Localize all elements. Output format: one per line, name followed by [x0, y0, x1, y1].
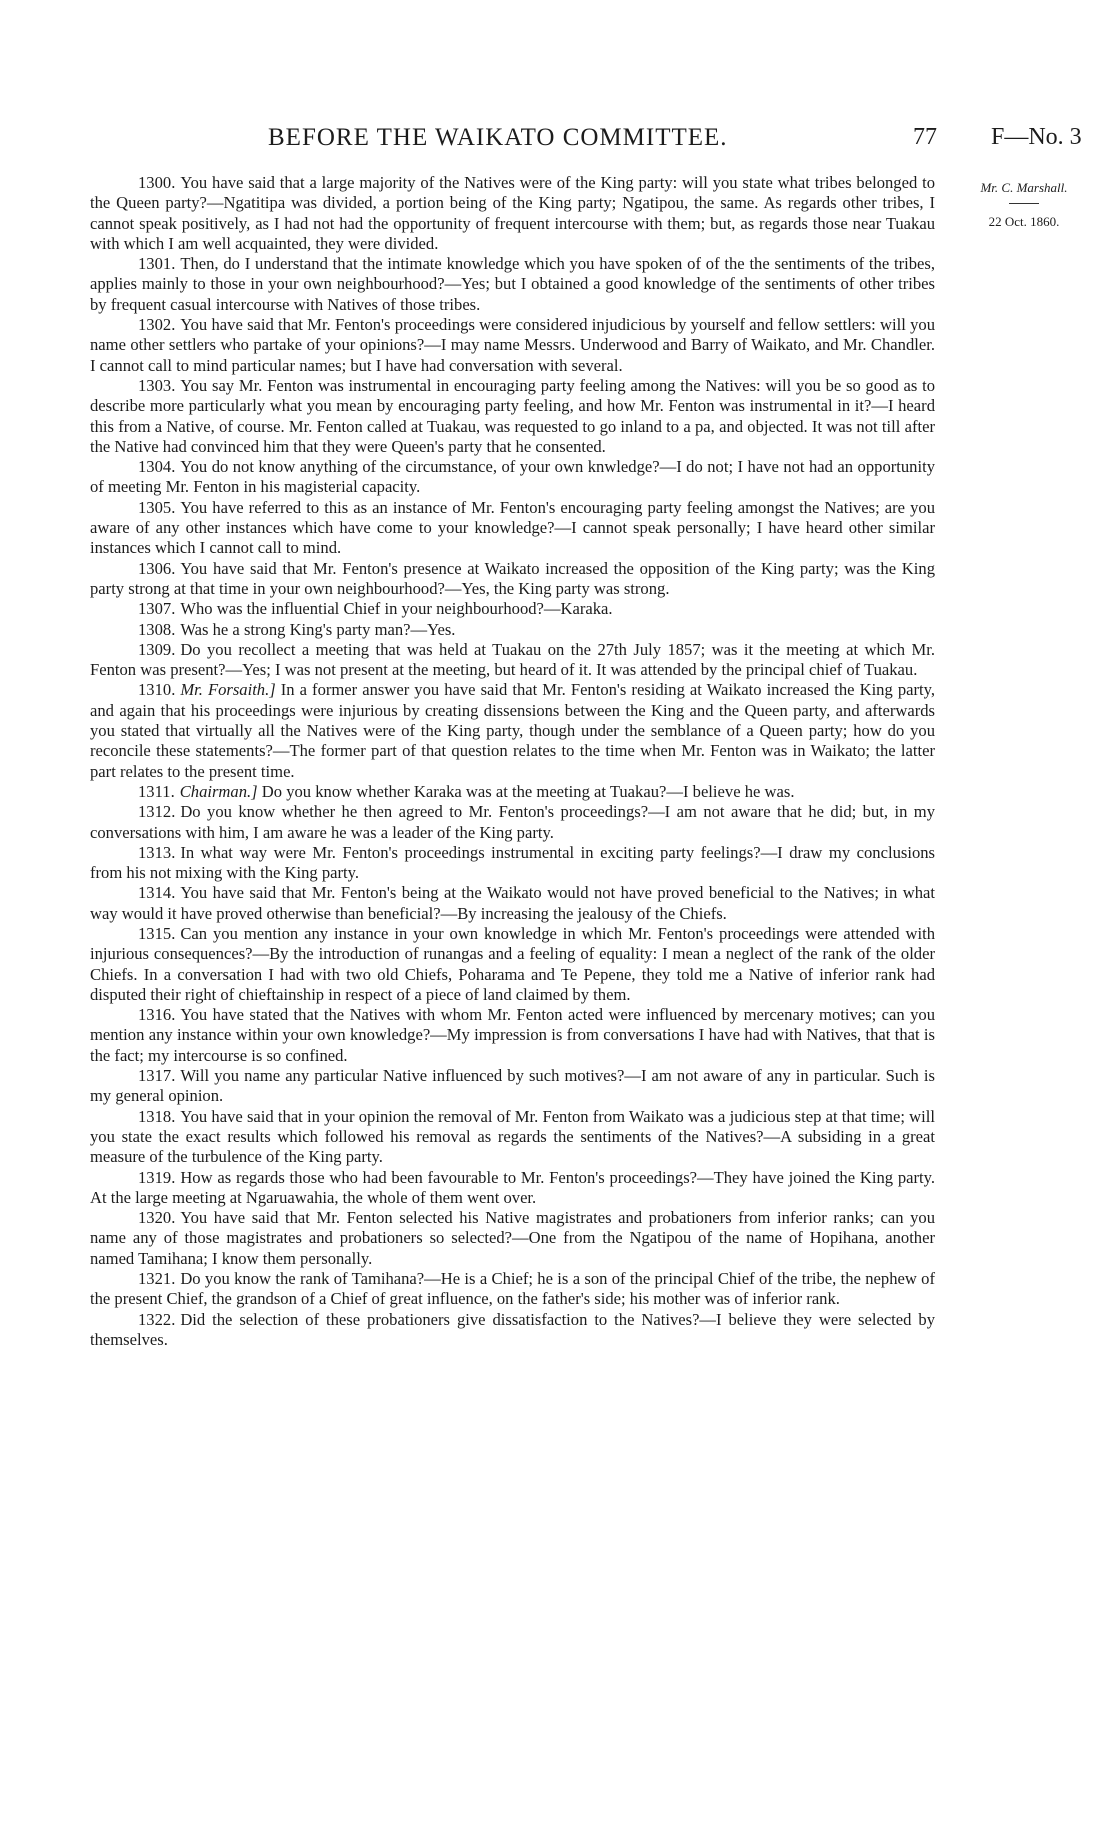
question-number: 1300. [138, 173, 176, 192]
testimony-paragraph [90, 498, 935, 559]
testimony-paragraph [90, 315, 935, 376]
testimony-text: Will you name any particular Native influenced by such motives?—I am not aware of any in particular. Such is my general opinion. [90, 1066, 935, 1106]
question-number: 1303. [138, 375, 176, 395]
margin-divider [1009, 203, 1039, 204]
testimony-paragraph [90, 802, 935, 843]
question-number: 1316. [138, 1005, 176, 1025]
question-number: 1318. [138, 1106, 176, 1126]
testimony-text: Was he a strong King's party man?—Yes. [180, 619, 456, 639]
testimony-paragraph [90, 843, 935, 884]
testimony-text: Do you recollect a meeting that was held at Tuakau on the 27th July 1857; was it the meeting at which Mr. Fenton was present?—Yes; I was not present at the meeting, but heard of it. It was attended by the principal chief of Tuakau. [90, 639, 935, 680]
testimony-paragraph [90, 883, 935, 924]
page-header [0, 124, 1114, 160]
testimony-paragraph [90, 1168, 935, 1209]
testimony-paragraph [90, 680, 935, 781]
testimony-paragraph [90, 924, 935, 1005]
testimony-text: You have said that Mr. Fenton's presence at Waikato increased the opposition of the King party; was the King party strong at that time in your own neighbourhood?—Yes, the King party was strong. [90, 558, 935, 598]
question-number: 1320. [138, 1208, 176, 1228]
question-number: 1317. [138, 1066, 176, 1086]
question-number: 1319. [138, 1167, 176, 1187]
testimony-text: You have said that a large majority of the Natives were of the King party: will you state what tribes belonged to the Queen party?—Ngatitipa was divided, a portion being of the King party; Ngatipou, the same. As regards other tribes, I cannot speak positively, as I had not had the opportunity of frequent intercourse with them; but, as regards those near Tuakau with which I am well acquainted, they were divided. [90, 173, 935, 253]
testimony-date: 22 Oct. 1860. [988, 214, 1060, 229]
question-number: 1312. [138, 802, 176, 822]
testimony-text: You say Mr. Fenton was instrumental in encouraging party feeling among the Natives: will you be so good as to describe more particularly what you mean by encouraging party feeling, and how Mr. Fenton was instrumental in it?—I heard this from a Native, of course. Mr. Fenton called at Tuakau, was requested to go inland to a pa, and objected. It was not till after the Native had convinced him that they were Queen's party that he consented. [90, 375, 935, 456]
testimony-body [90, 173, 935, 1350]
question-number: 1311. [138, 781, 175, 801]
testimony-paragraph [90, 457, 935, 498]
witness-name: Mr. C. Marshall. [980, 180, 1068, 195]
testimony-text: You have stated that the Natives with whom Mr. Fenton acted were influenced by mercenary motives; can you mention any instance within your own knowledge?—My impression is from conversations I have had with Natives, that that is the fact; my intercourse is so confined. [90, 1005, 935, 1065]
question-number: 1322. [138, 1309, 176, 1329]
page-title: BEFORE THE WAIKATO COMMITTEE. [268, 124, 728, 151]
testimony-paragraph [90, 1107, 935, 1168]
testimony-paragraph [90, 1310, 935, 1351]
testimony-text: You have said that in your opinion the removal of Mr. Fenton from Waikato was a judicious step at that time; will you state the exact results which followed his removal as regards the sentiments of the Natives?—A subsiding in a great measure of the turbulence of the King party. [90, 1106, 935, 1167]
document-reference: F—No. 3 [991, 124, 1082, 150]
testimony-text: Do you know whether Karaka was at the meeting at Tuakau?—I believe he was. [261, 781, 795, 801]
margin-note [958, 178, 1090, 231]
testimony-text: You have said that Mr. Fenton selected his Native magistrates and probationers from inferior ranks; can you name any of those magistrates and probationers so selected?—One from the Ngatipou of the name of Hopihana, another named Tamihana; I know them personally. [90, 1208, 935, 1268]
testimony-text: How as regards those who had been favourable to Mr. Fenton's proceedings?—They have joined the King party. At the large meeting at Ngaruawahia, the whole of them went over. [90, 1167, 935, 1207]
testimony-paragraph [90, 1066, 935, 1107]
testimony-text: Do you know whether he then agreed to Mr. Fenton's proceedings?—I am not aware that he did; but, in my conversations with him, I am aware he was a leader of the King party. [90, 802, 935, 842]
testimony-paragraph [90, 173, 935, 254]
testimony-paragraph [90, 620, 935, 640]
testimony-text: You do not know anything of the circumstance, of your own knwledge?—I do not; I have not had an opportunity of meeting Mr. Fenton in his magisterial capacity. [90, 457, 935, 497]
testimony-text: You have referred to this as an instance of Mr. Fenton's encouraging party feeling amongst the Natives; are you aware of any other instances which have come to your knowledge?—I cannot speak personally; I have heard other similar instances which I cannot call to mind. [90, 497, 935, 558]
question-number: 1308. [138, 619, 176, 639]
testimony-paragraph [90, 1208, 935, 1269]
testimony-text: In what way were Mr. Fenton's proceedings instrumental in exciting party feelings?—I draw my conclusions from his not mixing with the King party. [90, 842, 935, 883]
testimony-text: You have said that Mr. Fenton's proceedings were considered injudicious by yourself and fellow settlers: will you name other settlers who partake of your opinions?—I may name Messrs. Underwood and Barry of Waikato, and Mr. Chandler. I cannot call to mind particular names; but I have had conversation with several. [90, 315, 935, 375]
testimony-paragraph [90, 254, 935, 315]
testimony-text: Can you mention any instance in your own knowledge in which Mr. Fenton's proceedings were attended with injurious consequences?—By the introduction of runangas and a feeling of equality: I mean a neglect of the rank of the older Chiefs. In a conversation I had with two old Chiefs, Poharama and Te Pepene, they told me a Native of inferior rank had disputed their right of chieftainship in respect of a piece of land claimed by them. [90, 923, 935, 1004]
question-number: 1306. [138, 558, 176, 578]
testimony-text: Who was the influential Chief in your neighbourhood?—Karaka. [180, 599, 613, 619]
testimony-paragraph [90, 376, 935, 457]
testimony-paragraph [90, 1005, 935, 1066]
testimony-text: In a former answer you have said that Mr. Fenton's residing at Waikato increased the King party, and again that his proceedings were injurious by creating dissensions between the King and the Queen party, and afterwards you stated that virtually all the Natives were of the King party, though under the semblance of a Queen party; how do you reconcile these statements?—The former part of that question relates to the time when Mr. Fenton was in Waikato; the latter part relates to the present time. [90, 680, 935, 781]
question-number: 1309. [138, 639, 176, 659]
testimony-paragraph [90, 640, 935, 681]
testimony-paragraph [90, 1269, 935, 1310]
testimony-paragraph [90, 782, 935, 802]
testimony-text: Do you know the rank of Tamihana?—He is a Chief; he is a son of the principal Chief of the tribe, the nephew of the present Chief, the grandson of a Chief of great influence, on the father's side; his mother was of inferior rank. [90, 1269, 935, 1309]
testimony-paragraph [90, 559, 935, 600]
question-number: 1307. [138, 599, 176, 619]
page-number: 77 [913, 124, 937, 150]
testimony-text: Did the selection of these probationers give dissatisfaction to the Natives?—I believe they were selected by themselves. [90, 1309, 935, 1349]
question-number: 1315. [138, 923, 176, 943]
testimony-paragraph [90, 599, 935, 619]
speaker-label: Mr. Forsaith.] [180, 680, 276, 700]
question-number: 1313. [138, 842, 176, 862]
question-number: 1305. [138, 497, 176, 517]
speaker-label: Chairman.] [179, 781, 258, 801]
question-number: 1310. [138, 680, 176, 700]
question-number: 1302. [138, 315, 176, 335]
question-number: 1304. [138, 457, 176, 477]
question-number: 1301. [138, 254, 176, 274]
question-number: 1314. [138, 883, 176, 903]
testimony-text: You have said that Mr. Fenton's being at the Waikato would not have proved beneficial to the Natives; in what way would it have proved otherwise than beneficial?—By increasing the jealousy of the Chiefs. [90, 883, 935, 923]
question-number: 1321. [138, 1269, 176, 1289]
testimony-text: Then, do I understand that the intimate knowledge which you have spoken of of the the sentiments of the tribes, applies mainly to those in your own neighbourhood?—Yes; but I obtained a good knowledge of the sentiments of other tribes by frequent casual intercourse with Natives of those tribes. [90, 254, 935, 314]
